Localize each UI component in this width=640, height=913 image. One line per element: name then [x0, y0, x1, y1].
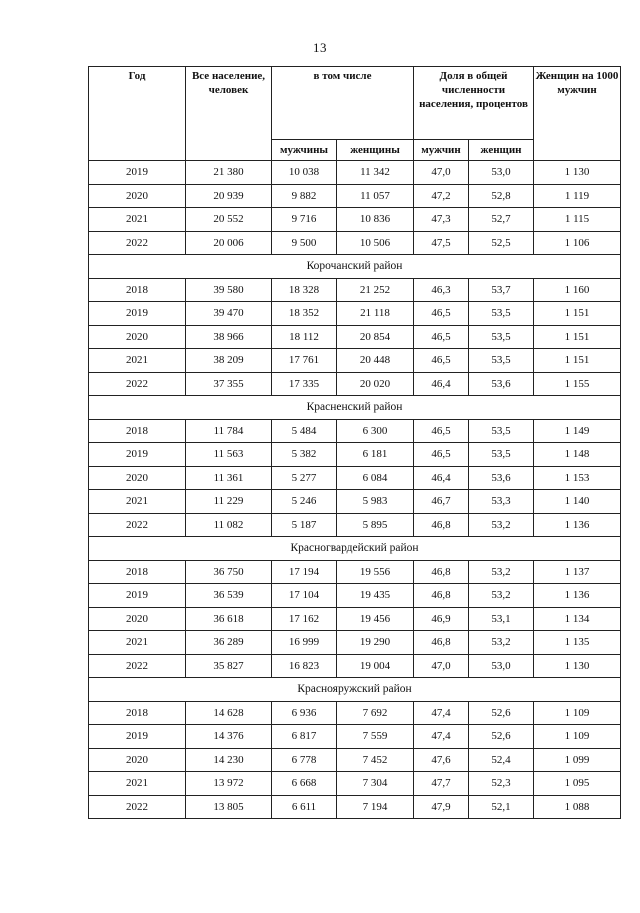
table-cell: 2018	[89, 419, 186, 443]
table-row	[89, 372, 621, 396]
table-cell: 53,2	[469, 560, 534, 584]
table-cell: 9 882	[272, 184, 337, 208]
table-cell: 52,4	[469, 748, 534, 772]
table-cell: 46,8	[414, 513, 469, 537]
table-cell: 37 355	[186, 372, 272, 396]
table-cell: 5 277	[272, 466, 337, 490]
table-cell: 2020	[89, 607, 186, 631]
table-cell: 47,2	[414, 184, 469, 208]
table-cell: 16 999	[272, 631, 337, 655]
table-cell: 18 328	[272, 278, 337, 302]
table-cell: 1 119	[534, 184, 621, 208]
district-name: Корочанский район	[89, 255, 621, 279]
table-cell: 10 506	[337, 231, 414, 255]
table-cell: 53,0	[469, 654, 534, 678]
table-cell: 46,5	[414, 443, 469, 467]
table-cell: 11 229	[186, 490, 272, 514]
table-row	[89, 795, 621, 819]
table-cell: 46,7	[414, 490, 469, 514]
table-cell: 53,6	[469, 372, 534, 396]
table-cell: 13 805	[186, 795, 272, 819]
table-cell: 46,9	[414, 607, 469, 631]
table-cell: 5 246	[272, 490, 337, 514]
table-cell: 11 082	[186, 513, 272, 537]
table-cell: 2021	[89, 631, 186, 655]
table-cell: 18 352	[272, 302, 337, 326]
table-cell: 36 539	[186, 584, 272, 608]
table-row	[89, 302, 621, 326]
table-cell: 16 823	[272, 654, 337, 678]
table-cell: 10 038	[272, 161, 337, 185]
table-cell: 1 153	[534, 466, 621, 490]
table-row	[89, 349, 621, 373]
table-cell: 14 628	[186, 701, 272, 725]
table-cell: 47,7	[414, 772, 469, 796]
table-cell: 53,5	[469, 325, 534, 349]
table-cell: 52,3	[469, 772, 534, 796]
table-row	[89, 631, 621, 655]
table-cell: 9 500	[272, 231, 337, 255]
table-cell: 52,8	[469, 184, 534, 208]
table-cell: 36 618	[186, 607, 272, 631]
table-cell: 2022	[89, 513, 186, 537]
table-cell: 5 983	[337, 490, 414, 514]
table-cell: 2018	[89, 560, 186, 584]
table-cell: 46,5	[414, 325, 469, 349]
table-cell: 1 095	[534, 772, 621, 796]
table-row	[89, 607, 621, 631]
table-cell: 7 559	[337, 725, 414, 749]
table-cell: 2018	[89, 701, 186, 725]
table-cell: 1 140	[534, 490, 621, 514]
table-cell: 11 057	[337, 184, 414, 208]
table-cell: 1 149	[534, 419, 621, 443]
table-cell: 2019	[89, 302, 186, 326]
table-cell: 6 084	[337, 466, 414, 490]
table-cell: 20 854	[337, 325, 414, 349]
table-cell: 7 304	[337, 772, 414, 796]
table-cell: 47,4	[414, 725, 469, 749]
table-cell: 1 088	[534, 795, 621, 819]
table-cell: 2019	[89, 161, 186, 185]
table-cell: 20 020	[337, 372, 414, 396]
table-cell: 1 137	[534, 560, 621, 584]
table-cell: 47,9	[414, 795, 469, 819]
district-name: Красногвардейский район	[89, 537, 621, 561]
table-cell: 13 972	[186, 772, 272, 796]
table-cell: 2020	[89, 184, 186, 208]
table-cell: 21 380	[186, 161, 272, 185]
table-cell: 7 452	[337, 748, 414, 772]
table-cell: 20 448	[337, 349, 414, 373]
table-row	[89, 490, 621, 514]
table-cell: 2019	[89, 725, 186, 749]
table-cell: 18 112	[272, 325, 337, 349]
table-cell: 53,5	[469, 302, 534, 326]
table-cell: 2020	[89, 325, 186, 349]
table-cell: 1 106	[534, 231, 621, 255]
section-header-row	[89, 678, 621, 702]
table-cell: 1 109	[534, 725, 621, 749]
table-cell: 2022	[89, 795, 186, 819]
table-cell: 9 716	[272, 208, 337, 232]
table-cell: 1 099	[534, 748, 621, 772]
section-header-row	[89, 255, 621, 279]
table-cell: 2021	[89, 490, 186, 514]
table-cell: 17 194	[272, 560, 337, 584]
table-row	[89, 772, 621, 796]
table-cell: 47,0	[414, 161, 469, 185]
table-row	[89, 654, 621, 678]
table-cell: 5 187	[272, 513, 337, 537]
header-total-population: Все население, человек	[186, 67, 272, 161]
table-cell: 46,4	[414, 372, 469, 396]
table-cell: 6 611	[272, 795, 337, 819]
table-cell: 2018	[89, 278, 186, 302]
table-cell: 19 290	[337, 631, 414, 655]
table-cell: 1 136	[534, 584, 621, 608]
table-cell: 5 382	[272, 443, 337, 467]
table-cell: 47,5	[414, 231, 469, 255]
table-cell: 53,3	[469, 490, 534, 514]
table-cell: 2021	[89, 208, 186, 232]
header-women: женщины	[337, 140, 414, 161]
header-year: Год	[89, 67, 186, 161]
table-cell: 38 966	[186, 325, 272, 349]
table-cell: 20 939	[186, 184, 272, 208]
table-row	[89, 278, 621, 302]
header-women-per-1000-men: Женщин на 1000 мужчин	[534, 67, 621, 161]
header-including: в том числе	[272, 67, 414, 140]
table-cell: 46,8	[414, 584, 469, 608]
header-share-men: мужчин	[414, 140, 469, 161]
table-cell: 19 556	[337, 560, 414, 584]
table-cell: 53,2	[469, 631, 534, 655]
table-row	[89, 184, 621, 208]
table-cell: 17 761	[272, 349, 337, 373]
table-cell: 6 300	[337, 419, 414, 443]
table-cell: 14 376	[186, 725, 272, 749]
table-row	[89, 513, 621, 537]
table-cell: 2022	[89, 372, 186, 396]
table-cell: 47,6	[414, 748, 469, 772]
table-cell: 6 668	[272, 772, 337, 796]
table-cell: 52,6	[469, 701, 534, 725]
table-cell: 17 162	[272, 607, 337, 631]
table-cell: 1 130	[534, 654, 621, 678]
table-cell: 38 209	[186, 349, 272, 373]
table-cell: 39 470	[186, 302, 272, 326]
table-cell: 53,5	[469, 349, 534, 373]
table-cell: 35 827	[186, 654, 272, 678]
table-cell: 11 361	[186, 466, 272, 490]
table-cell: 2021	[89, 349, 186, 373]
table-cell: 1 134	[534, 607, 621, 631]
district-name: Краснояружский район	[89, 678, 621, 702]
table-cell: 46,5	[414, 419, 469, 443]
table-cell: 17 335	[272, 372, 337, 396]
table-row	[89, 748, 621, 772]
table-cell: 2020	[89, 748, 186, 772]
table-cell: 1 160	[534, 278, 621, 302]
table-cell: 53,2	[469, 584, 534, 608]
district-name: Красненский район	[89, 396, 621, 420]
table-cell: 1 136	[534, 513, 621, 537]
table-row	[89, 419, 621, 443]
header-men: мужчины	[272, 140, 337, 161]
table-cell: 6 936	[272, 701, 337, 725]
table-cell: 5 895	[337, 513, 414, 537]
table-cell: 2020	[89, 466, 186, 490]
table-row	[89, 325, 621, 349]
table-cell: 1 130	[534, 161, 621, 185]
table-cell: 20 006	[186, 231, 272, 255]
table-cell: 7 194	[337, 795, 414, 819]
table-row	[89, 701, 621, 725]
table-cell: 2019	[89, 584, 186, 608]
table-row	[89, 208, 621, 232]
table-cell: 53,7	[469, 278, 534, 302]
table-cell: 1 115	[534, 208, 621, 232]
table-cell: 11 563	[186, 443, 272, 467]
table-cell: 1 151	[534, 325, 621, 349]
table-cell: 46,5	[414, 349, 469, 373]
table-cell: 46,8	[414, 631, 469, 655]
table-cell: 19 004	[337, 654, 414, 678]
table-cell: 53,5	[469, 443, 534, 467]
table-cell: 53,0	[469, 161, 534, 185]
table-cell: 47,3	[414, 208, 469, 232]
table-cell: 14 230	[186, 748, 272, 772]
table-cell: 1 151	[534, 349, 621, 373]
table-cell: 1 135	[534, 631, 621, 655]
table-cell: 1 151	[534, 302, 621, 326]
table-cell: 7 692	[337, 701, 414, 725]
table-cell: 5 484	[272, 419, 337, 443]
table-row	[89, 584, 621, 608]
table-row	[89, 161, 621, 185]
table-cell: 6 817	[272, 725, 337, 749]
table-cell: 2019	[89, 443, 186, 467]
table-cell: 2021	[89, 772, 186, 796]
table-cell: 46,5	[414, 302, 469, 326]
table-row	[89, 231, 621, 255]
table-row	[89, 443, 621, 467]
table-cell: 46,4	[414, 466, 469, 490]
table-cell: 2022	[89, 231, 186, 255]
table-cell: 21 118	[337, 302, 414, 326]
table-cell: 6 778	[272, 748, 337, 772]
population-table	[88, 66, 621, 819]
table-cell: 52,6	[469, 725, 534, 749]
table-cell: 52,1	[469, 795, 534, 819]
table-cell: 19 456	[337, 607, 414, 631]
table-cell: 1 155	[534, 372, 621, 396]
table-cell: 39 580	[186, 278, 272, 302]
table-cell: 46,8	[414, 560, 469, 584]
table-cell: 53,5	[469, 419, 534, 443]
table-cell: 36 289	[186, 631, 272, 655]
header-share: Доля в общей численности населения, процентов	[414, 67, 534, 140]
table-cell: 10 836	[337, 208, 414, 232]
table-cell: 17 104	[272, 584, 337, 608]
table-cell: 47,0	[414, 654, 469, 678]
table-cell: 1 109	[534, 701, 621, 725]
table-cell: 36 750	[186, 560, 272, 584]
table-cell: 11 784	[186, 419, 272, 443]
table-cell: 6 181	[337, 443, 414, 467]
table-cell: 52,7	[469, 208, 534, 232]
section-header-row	[89, 396, 621, 420]
table-cell: 46,3	[414, 278, 469, 302]
table-cell: 11 342	[337, 161, 414, 185]
table-row	[89, 725, 621, 749]
page-number: 13	[313, 40, 327, 55]
table-cell: 47,4	[414, 701, 469, 725]
table-cell: 20 552	[186, 208, 272, 232]
table-body	[89, 161, 621, 819]
table-cell: 53,6	[469, 466, 534, 490]
table-cell: 53,1	[469, 607, 534, 631]
table-row	[89, 560, 621, 584]
header-share-women: женщин	[469, 140, 534, 161]
table-cell: 1 148	[534, 443, 621, 467]
table-cell: 19 435	[337, 584, 414, 608]
table-cell: 53,2	[469, 513, 534, 537]
table-cell: 2022	[89, 654, 186, 678]
table-cell: 21 252	[337, 278, 414, 302]
section-header-row	[89, 537, 621, 561]
table-row	[89, 466, 621, 490]
table-cell: 52,5	[469, 231, 534, 255]
